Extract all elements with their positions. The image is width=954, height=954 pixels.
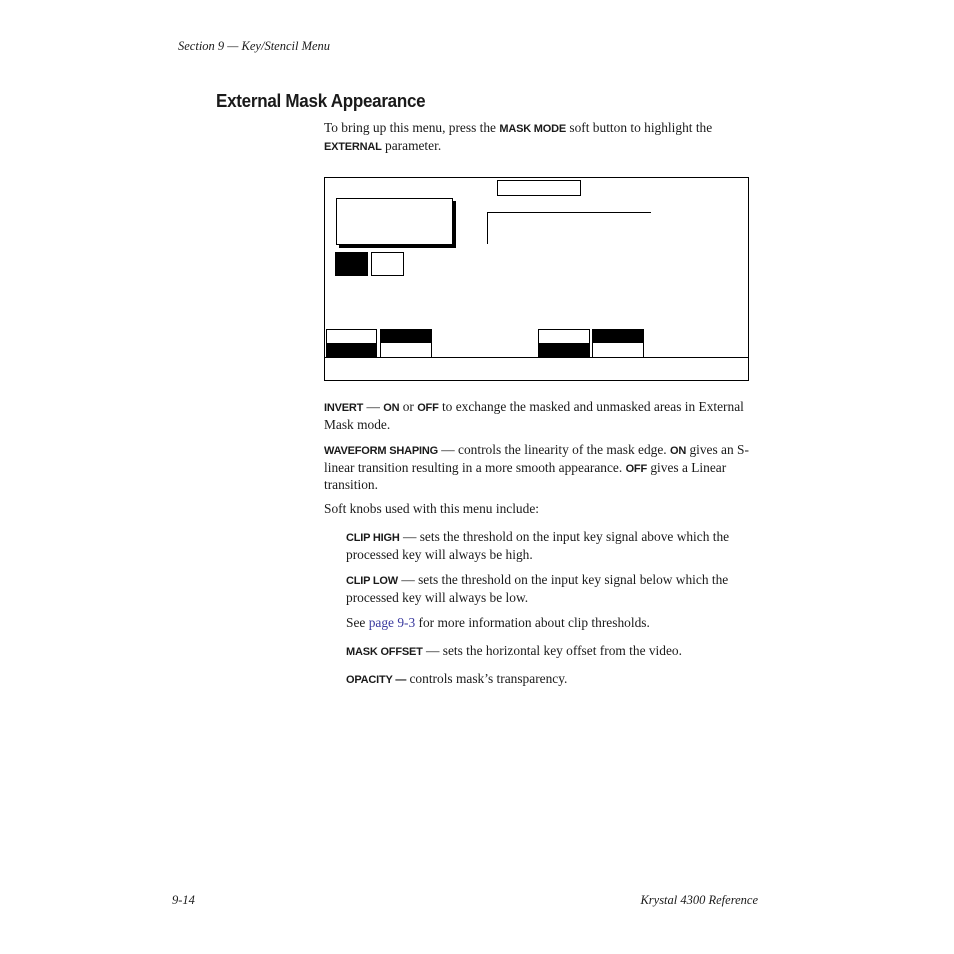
clip-high-item: CLIP HIGH — sets the threshold on the input key signal above which the processed key will always be high. [346, 529, 730, 562]
parameter-bracket-top [487, 212, 651, 213]
unselected-toggle-button [371, 252, 404, 276]
running-header: Section 9 — Key/Stencil Menu [178, 39, 331, 53]
intro-paragraph: To bring up this menu, press the MASK MODE soft button to highlight the EXTERNAL parameter. [324, 120, 713, 153]
page-link[interactable]: page 9-3 [368, 615, 416, 630]
book-title: Krystal 4300 Reference [640, 893, 758, 907]
page-number: 9-14 [172, 893, 195, 907]
invert-paragraph: INVERT — ON or OFF to exchange the masked and unmasked areas in External Mask mode. [324, 399, 744, 432]
mask-mode-panel [336, 198, 453, 245]
waveform-softkey [538, 329, 590, 358]
menu-knob-divider [325, 357, 748, 358]
mask-offset-item: MASK OFFSET — sets the horizontal key offset from the video. [346, 643, 682, 658]
knobs-intro: Soft knobs used with this menu include: [324, 501, 539, 516]
selected-toggle-button [335, 252, 368, 276]
menu-diagram [324, 177, 749, 381]
opacity-item: OPACITY — controls mask’s transparency. [346, 671, 568, 686]
waveform-paragraph: WAVEFORM SHAPING — controls the linearity of the mask edge. ON gives an S- linear transition resulting in a more smooth appearance. OFF gives a Linear transition. [324, 442, 749, 493]
invert-softkey [326, 329, 377, 358]
menu-title-box [497, 180, 581, 196]
invert-state-softkey [380, 329, 432, 358]
clip-low-item: CLIP LOW — sets the threshold on the input key signal below which the processed key will always be low. [346, 572, 729, 605]
see-reference: See page 9-3 for more information about clip thresholds. [346, 615, 650, 630]
page-title: External Mask Appearance [216, 90, 426, 111]
waveform-state-softkey [592, 329, 644, 358]
parameter-bracket-side [487, 212, 488, 244]
mask-mode-keyword: MASK MODE [499, 123, 567, 135]
external-keyword: EXTERNAL [324, 140, 382, 153]
